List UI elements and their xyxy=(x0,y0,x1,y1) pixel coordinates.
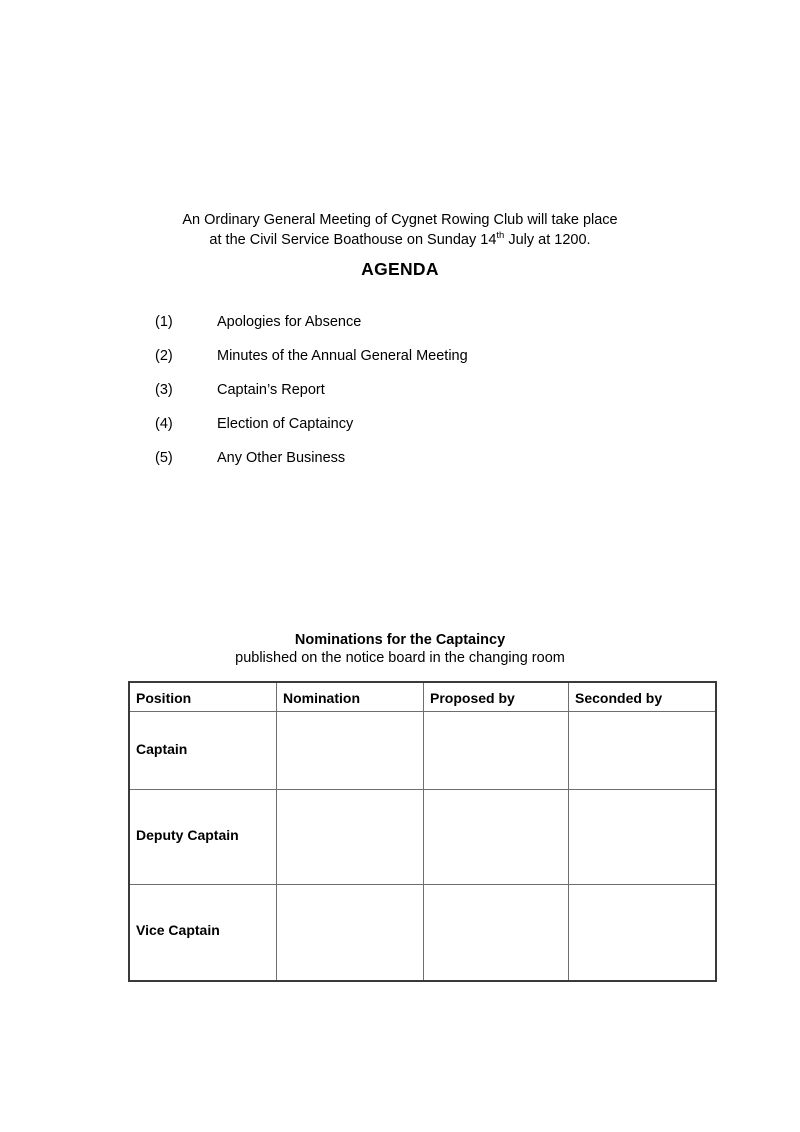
agenda-heading: AGENDA xyxy=(361,259,439,279)
position-label: Vice Captain xyxy=(136,922,220,939)
table-header-row xyxy=(129,682,716,712)
nominations-subtitle: published on the notice board in the changing room xyxy=(235,650,565,666)
agenda-item-label: Minutes of the Annual General Meeting xyxy=(217,348,468,364)
agenda-item xyxy=(155,450,675,484)
cell-position xyxy=(129,712,277,790)
cell-position xyxy=(129,790,277,885)
column-header-proposed-by: Proposed by xyxy=(424,682,569,712)
meeting-notice-line-2-text-before: at the Civil Service Boathouse on Sunday 14 xyxy=(209,232,497,248)
position-label: Deputy Captain xyxy=(136,827,239,843)
nominations-table-container xyxy=(128,681,686,982)
agenda-item-number: (4) xyxy=(155,416,173,432)
meeting-notice-line-1: An Ordinary General Meeting of Cygnet Rowing Club will take place xyxy=(182,212,618,228)
agenda-item-label: Election of Captaincy xyxy=(217,416,354,432)
column-header-position: Position xyxy=(129,682,277,712)
position-label: Captain xyxy=(136,740,188,757)
agenda-item xyxy=(155,416,675,450)
column-header-nomination: Nomination xyxy=(277,682,424,712)
agenda-item xyxy=(155,314,675,348)
agenda-item-number: (1) xyxy=(155,314,173,330)
cell-nomination[interactable] xyxy=(277,790,424,885)
cell-proposed-by[interactable] xyxy=(424,790,569,885)
agenda-item xyxy=(155,382,675,416)
cell-position xyxy=(129,885,277,981)
meeting-notice-line-2-text-after: July at 1200. xyxy=(504,232,591,248)
cell-proposed-by[interactable] xyxy=(424,885,569,981)
column-header-seconded-by: Seconded by xyxy=(569,682,717,712)
meeting-notice xyxy=(130,210,670,250)
agenda-item-label: Any Other Business xyxy=(217,450,346,466)
table-row xyxy=(129,712,716,790)
agenda-item-number: (2) xyxy=(155,348,173,364)
agenda-item-label: Apologies for Absence xyxy=(217,314,362,330)
table-row xyxy=(129,885,716,981)
agenda-item-label: Captain’s Report xyxy=(217,382,325,398)
nominations-table xyxy=(128,681,717,982)
cell-nomination[interactable] xyxy=(277,885,424,981)
cell-nomination[interactable] xyxy=(277,712,424,790)
nominations-title: Nominations for the Captaincy xyxy=(294,632,506,648)
agenda-item xyxy=(155,348,675,382)
meeting-notice-line-2 xyxy=(130,230,670,250)
cell-seconded-by[interactable] xyxy=(569,790,717,885)
cell-seconded-by[interactable] xyxy=(569,885,717,981)
agenda-item-number: (3) xyxy=(155,382,173,398)
cell-proposed-by[interactable] xyxy=(424,712,569,790)
agenda-list xyxy=(155,314,675,484)
ordinal-suffix: th xyxy=(496,230,505,242)
agenda-item-number: (5) xyxy=(155,450,173,466)
cell-seconded-by[interactable] xyxy=(569,712,717,790)
table-row xyxy=(129,790,716,885)
